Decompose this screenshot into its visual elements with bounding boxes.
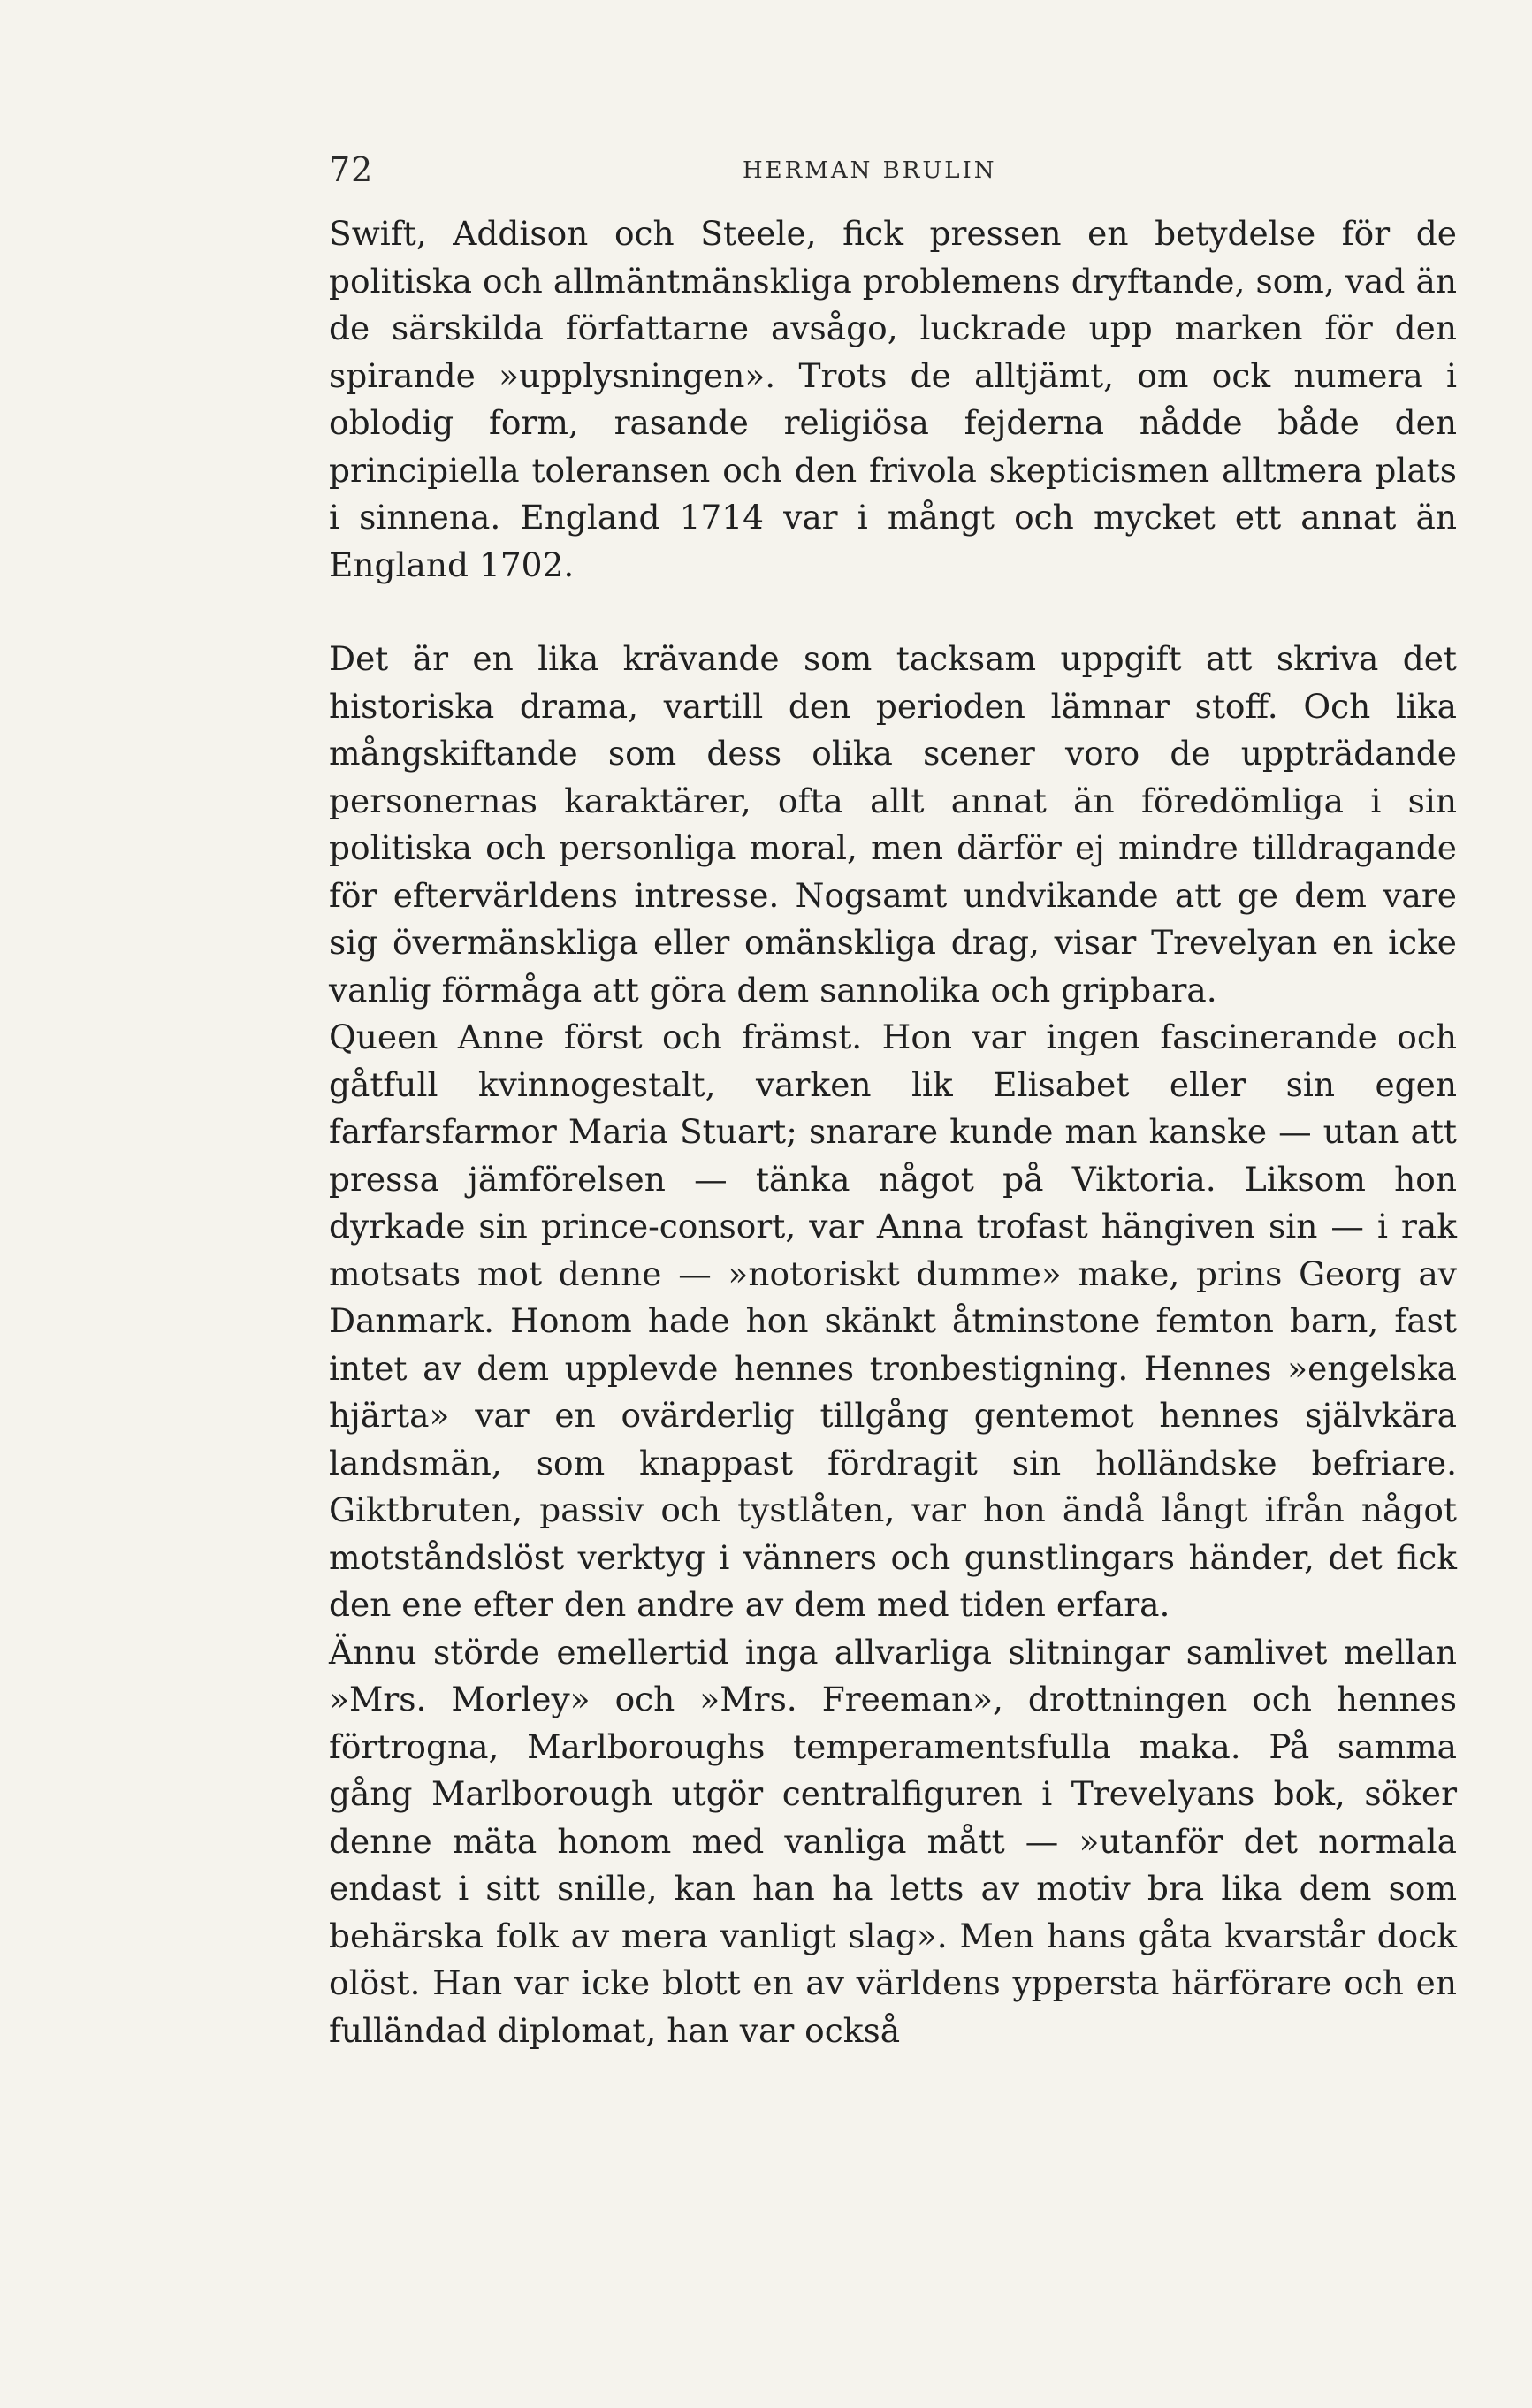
- page-number: 72: [329, 150, 374, 189]
- paragraph-3: Queen Anne först och främst. Hon var ingen fascinerande och gåtfull kvinnogestalt, varken lik Elisabet eller sin egen farfarsfarmor Maria Stuart; snarare kunde man kanske — utan att pressa jämförelsen — tänka något på Viktoria. Liksom hon dyrkade sin prince-consort, var Anna trofast hängiven sin — i rak motsats mot denne — »notoriskt dumme» make, prins Georg av Danmark. Honom hade hon skänkt åtminstone femton barn, fast intet av dem upplevde hennes tronbestigning. Hennes »engelska hjärta» var en ovärderlig tillgång gentemot hennes självkära landsmän, som knappast fördragit sin holländske befriare. Giktbruten, passiv och tystlåten, var hon ändå långt ifrån något motståndslöst verktyg i vänners och gunstlingars händer, det fick den ene efter den andre av dem med tiden erfara.: [329, 1017, 1457, 1624]
- running-head: HERMAN BRULIN: [743, 157, 997, 184]
- paragraph-1: Swift, Addison och Steele, fick pressen en betydelse för de politiska och allmäntmänskliga problemens dryftande, som, vad än de särskilda författarne avsågo, luckrade upp marken för den spirande »upplysningen». Trots de alltjämt, om ock numera i oblodig form, rasande religiösa fejderna nådde både den principiella toleransen och den frivola skepticismen alltmera plats i sinnena. England 1714 var i mångt och mycket ett annat än England 1702.: [329, 214, 1457, 584]
- page-header: [329, 150, 1457, 194]
- paragraph-4: Ännu störde emellertid inga allvarliga slitningar samlivet mellan »Mrs. Morley» och »Mrs. Freeman», drottningen och hennes förtrogna, Marlboroughs temperamentsfulla maka. På samma gång Marlborough utgör centralfiguren i Trevelyans bok, söker denne mäta honom med vanliga mått — »utanför det normala endast i sitt snille, kan han ha letts av motiv bra lika dem som behärska folk av mera vanligt slag». Men hans gåta kvarstår dock olöst. Han var icke blott en av världens yppersta härförare och en fulländad diplomat, han var också: [329, 1632, 1457, 2050]
- paragraph-2: Det är en lika krävande som tacksam uppgift att skriva det historiska drama, vartill den perioden lämnar stoff. Och lika mångskiftande som dess olika scener voro de uppträdande personernas karaktärer, ofta allt annat än föredömliga i sin politiska och personliga moral, men därför ej mindre tilldragande för eftervärldens intresse. Nogsamt undvikande att ge dem vare sig övermänskliga eller omänskliga drag, visar Trevelyan en icke vanlig förmåga att göra dem sannolika och gripbara.: [329, 639, 1457, 1010]
- body-text: [329, 210, 1457, 2054]
